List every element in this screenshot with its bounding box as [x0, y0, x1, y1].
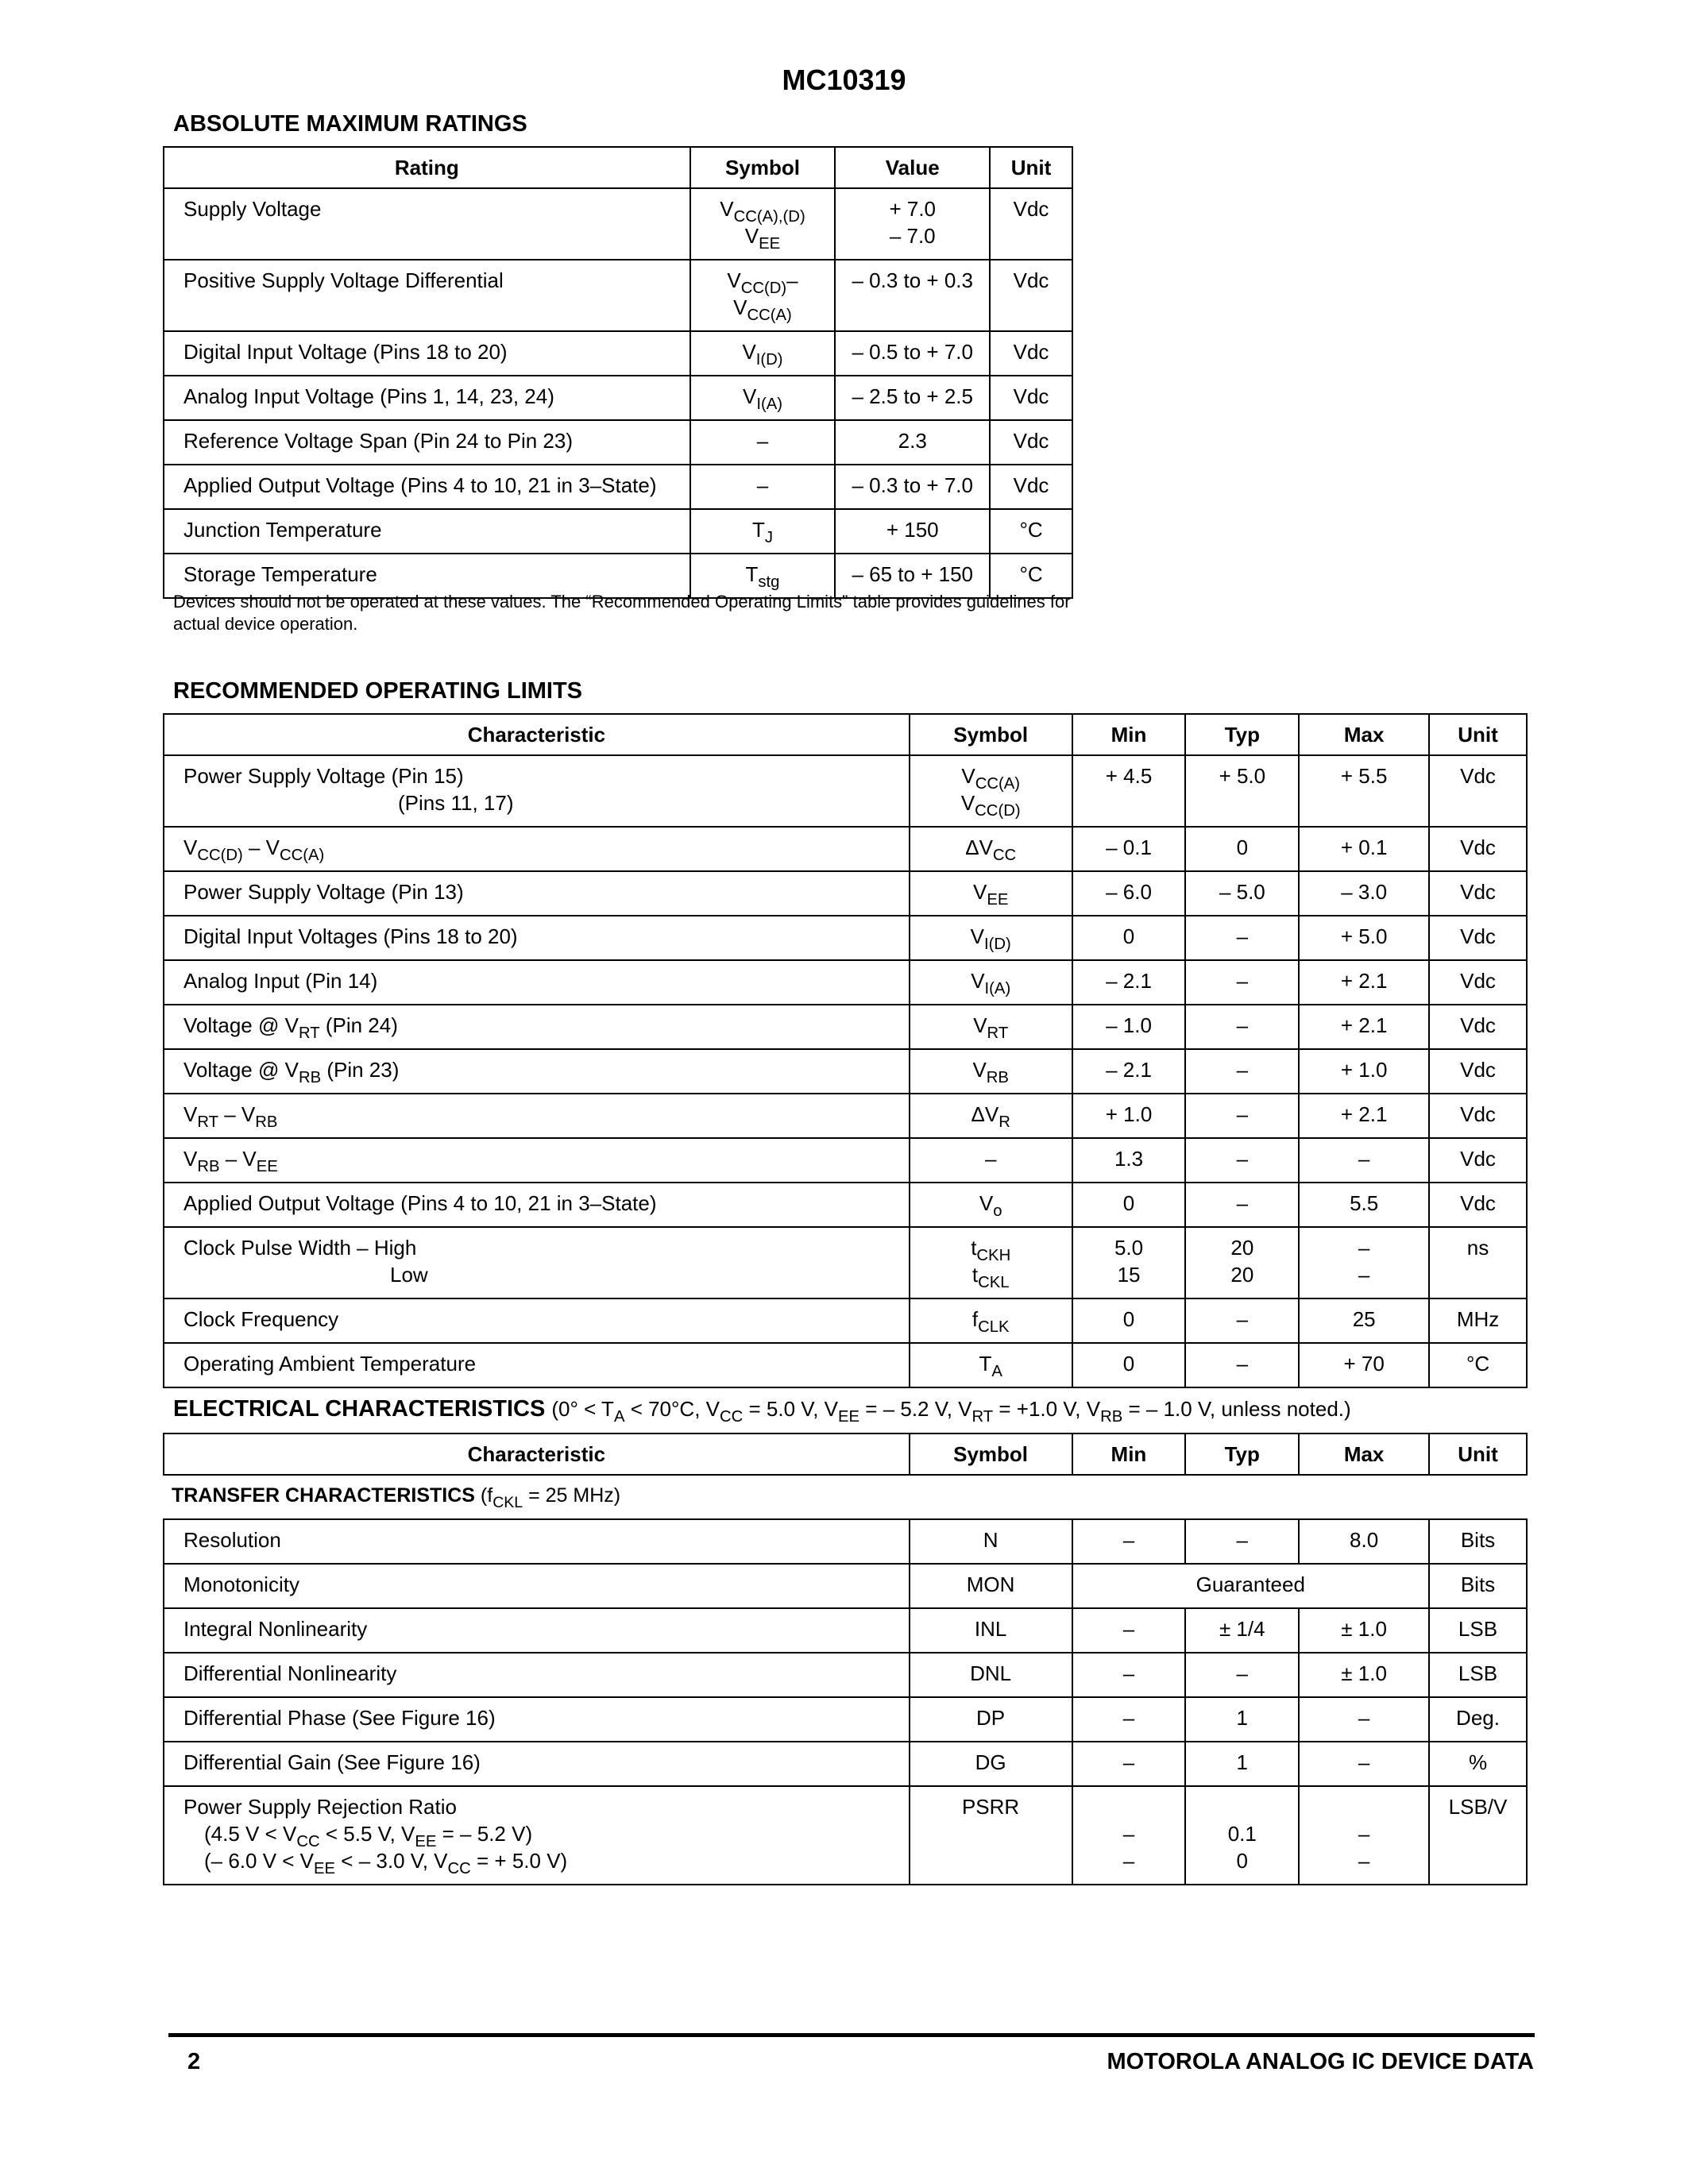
transfer-characteristics-subheader	[164, 1475, 1527, 1519]
unit-cell: Vdc	[990, 420, 1072, 465]
max-cell: + 5.5	[1299, 755, 1429, 827]
unit-cell: Vdc	[990, 376, 1072, 420]
symbol-cell: DP	[910, 1697, 1072, 1742]
max-cell: 5.5	[1299, 1183, 1429, 1227]
max-cell: + 2.1	[1299, 1005, 1429, 1049]
header-max: Max	[1299, 714, 1429, 755]
unit-cell: Vdc	[1429, 755, 1527, 827]
table-row	[164, 1227, 1527, 1298]
header-typ: Typ	[1185, 714, 1299, 755]
unit-cell: Vdc	[1429, 1138, 1527, 1183]
max-cell: ± 1.0	[1299, 1608, 1429, 1653]
table-row	[164, 1786, 1527, 1885]
char-line: Power Supply Rejection Ratio	[183, 1795, 457, 1819]
rol-table	[163, 713, 1528, 1388]
value-cell: – 0.3 to + 7.0	[835, 465, 990, 509]
symbol-cell: $\Delta V_{CC}$	[910, 827, 1072, 871]
min-cell: 1.3	[1072, 1138, 1186, 1183]
typ-cell: –	[1185, 1183, 1299, 1227]
min-cell: –	[1072, 1742, 1186, 1786]
amr-header-row	[164, 147, 1072, 188]
rating-cell: Junction Temperature	[164, 509, 690, 554]
symbol-cell: $V_{CC(A)}$ $V_{CC(D)}$	[910, 755, 1072, 827]
characteristic-cell: Integral Nonlinearity	[164, 1608, 910, 1653]
min-cell: – 1.0	[1072, 1005, 1186, 1049]
table-row	[164, 871, 1527, 916]
min-line: –	[1122, 1849, 1135, 1873]
max-cell	[1299, 1786, 1429, 1885]
characteristic-cell: Power Supply Voltage (Pin 13)	[164, 871, 910, 916]
min-line: 15	[1117, 1263, 1141, 1287]
symbol-cell: –	[910, 1138, 1072, 1183]
value-cell: – 65 to + 150	[835, 554, 990, 598]
symbol-cell: $V_{CC(D)}-$ $V_{CC(A)}$	[690, 260, 836, 331]
min-cell: 0	[1072, 1343, 1186, 1387]
unit-cell: Bits	[1429, 1519, 1527, 1564]
symbol-cell: N	[910, 1519, 1072, 1564]
unit-cell: °C	[1429, 1343, 1527, 1387]
symbol-cell: $t_{CKH}$ $t_{CKL}$	[910, 1227, 1072, 1298]
typ-cell: –	[1185, 1094, 1299, 1138]
characteristic-cell: Applied Output Voltage (Pins 4 to 10, 21 in 3–State)	[164, 1183, 910, 1227]
unit-cell: Vdc	[990, 188, 1072, 260]
typ-cell: 1	[1185, 1742, 1299, 1786]
symbol-cell: MON	[910, 1564, 1072, 1608]
header-unit: Unit	[1429, 1433, 1527, 1475]
symbol-cell: $V_{CC(A),(D)}$ $V_{EE}$	[690, 188, 836, 260]
unit-cell: LSB/V	[1429, 1786, 1527, 1885]
typ-cell: ± 1/4	[1185, 1608, 1299, 1653]
max-cell: 25	[1299, 1298, 1429, 1343]
typ-cell	[1185, 1786, 1299, 1885]
char-line: Power Supply Voltage (Pin 15)	[183, 764, 464, 788]
char-line: Clock Pulse Width – High	[183, 1236, 417, 1260]
header-unit: Unit	[1429, 714, 1527, 755]
typ-cell: –	[1185, 960, 1299, 1005]
rating-cell: Digital Input Voltage (Pins 18 to 20)	[164, 331, 690, 376]
typ-cell: –	[1185, 1653, 1299, 1697]
header-characteristic: Characteristic	[164, 1433, 910, 1475]
rol-section-title: RECOMMENDED OPERATING LIMITS	[173, 678, 583, 704]
table-row	[164, 420, 1072, 465]
page-number: 2	[187, 2049, 201, 2074]
symbol-cell: $V_{I(A)}$	[690, 376, 836, 420]
rating-cell: Storage Temperature	[164, 554, 690, 598]
amr-table	[163, 146, 1073, 599]
max-cell: –	[1299, 1697, 1429, 1742]
char-line: (– 6.0 $V < V_{EE}$ < – 3.0 V, $V_{CC}$ = + 5.0 V)	[204, 1849, 568, 1878]
characteristic-cell: Digital Input Voltages (Pins 18 to 20)	[164, 916, 910, 960]
characteristic-cell: $V_{RB} - V_{EE}$	[164, 1138, 910, 1183]
min-line: 5.0	[1114, 1236, 1144, 1260]
header-symbol: Symbol	[910, 714, 1072, 755]
header-min: Min	[1072, 1433, 1186, 1475]
symbol-cell: $V_{EE}$	[910, 871, 1072, 916]
ec-table	[163, 1433, 1528, 1885]
symbol-cell: $V_o$	[910, 1183, 1072, 1227]
unit-cell: MHz	[1429, 1298, 1527, 1343]
typ-cell: –	[1185, 1298, 1299, 1343]
table-row	[164, 827, 1527, 871]
min-cell: 0	[1072, 916, 1186, 960]
typ-cell: + 5.0	[1185, 755, 1299, 827]
typ-cell: –	[1185, 1005, 1299, 1049]
table-row	[164, 1519, 1527, 1564]
value-cell: – 2.5 to + 2.5	[835, 376, 990, 420]
header-min: Min	[1072, 714, 1186, 755]
table-row	[164, 1742, 1527, 1786]
unit-cell: %	[1429, 1742, 1527, 1786]
typ-line: 20	[1230, 1263, 1254, 1287]
table-row	[164, 1653, 1527, 1697]
symbol-cell: DNL	[910, 1653, 1072, 1697]
char-line: (4.5 $V < V_{CC} < 5.5$ V, $V_{EE}$ = – 5.2 V)	[204, 1822, 533, 1851]
table-row	[164, 1049, 1527, 1094]
characteristic-cell: Differential Gain (See Figure 16)	[164, 1742, 910, 1786]
symbol-cell: $V_{RT}$	[910, 1005, 1072, 1049]
table-row	[164, 331, 1072, 376]
typ-line: 20	[1230, 1236, 1254, 1260]
unit-cell: Deg.	[1429, 1697, 1527, 1742]
unit-cell: ns	[1429, 1227, 1527, 1298]
max-cell: –	[1299, 1742, 1429, 1786]
min-cell: – 2.1	[1072, 960, 1186, 1005]
rating-cell: Positive Supply Voltage Differential	[164, 260, 690, 331]
max-line: –	[1358, 1849, 1370, 1873]
max-cell: + 0.1	[1299, 827, 1429, 871]
value-cell: + 150	[835, 509, 990, 554]
min-cell: – 2.1	[1072, 1049, 1186, 1094]
unit-cell: °C	[990, 554, 1072, 598]
table-row	[164, 755, 1527, 827]
subheader-row	[164, 1475, 1527, 1519]
table-row	[164, 1094, 1527, 1138]
header-characteristic: Characteristic	[164, 714, 910, 755]
max-cell: + 5.0	[1299, 916, 1429, 960]
typ-cell: 0	[1185, 827, 1299, 871]
characteristic-cell	[164, 755, 910, 827]
guaranteed-cell: Guaranteed	[1072, 1564, 1430, 1608]
table-row	[164, 465, 1072, 509]
footer-divider	[168, 2033, 1535, 2037]
max-cell: + 2.1	[1299, 960, 1429, 1005]
symbol-cell: $V_{I(D)}$	[690, 331, 836, 376]
characteristic-cell: Monotonicity	[164, 1564, 910, 1608]
amr-section-title: ABSOLUTE MAXIMUM RATINGS	[173, 111, 527, 137]
symbol-cell: –	[690, 465, 836, 509]
typ-cell: –	[1185, 916, 1299, 960]
unit-cell: °C	[990, 509, 1072, 554]
symbol-cell: $f_{CLK}$	[910, 1298, 1072, 1343]
max-cell: – 3.0	[1299, 871, 1429, 916]
unit-cell: Vdc	[990, 331, 1072, 376]
symbol-cell: $\Delta V_R$	[910, 1094, 1072, 1138]
characteristic-cell	[164, 1786, 910, 1885]
characteristic-cell: $V_{CC(D)} - V_{CC(A)}$	[164, 827, 910, 871]
typ-cell: 1	[1185, 1697, 1299, 1742]
table-row	[164, 1343, 1527, 1387]
unit-cell: LSB	[1429, 1653, 1527, 1697]
min-cell: + 1.0	[1072, 1094, 1186, 1138]
typ-line: 0	[1236, 1849, 1248, 1873]
max-line: –	[1358, 1263, 1370, 1287]
min-cell: 0	[1072, 1183, 1186, 1227]
unit-cell: Vdc	[1429, 827, 1527, 871]
max-cell: –	[1299, 1138, 1429, 1183]
unit-cell: Vdc	[1429, 871, 1527, 916]
max-line: –	[1358, 1822, 1370, 1846]
table-row	[164, 916, 1527, 960]
table-row	[164, 1005, 1527, 1049]
min-cell: – 6.0	[1072, 871, 1186, 916]
header-typ: Typ	[1185, 1433, 1299, 1475]
char-line: Low	[390, 1263, 428, 1287]
header-symbol: Symbol	[910, 1433, 1072, 1475]
table-row	[164, 1298, 1527, 1343]
unit-cell: Vdc	[1429, 960, 1527, 1005]
rating-cell: Applied Output Voltage (Pins 4 to 10, 21 in 3–State)	[164, 465, 690, 509]
min-cell: 0	[1072, 1298, 1186, 1343]
characteristic-cell: Analog Input (Pin 14)	[164, 960, 910, 1005]
unit-cell: Vdc	[990, 465, 1072, 509]
symbol-cell: INL	[910, 1608, 1072, 1653]
value-cell: 2.3	[835, 420, 990, 465]
characteristic-cell: Differential Phase (See Figure 16)	[164, 1697, 910, 1742]
symbol-cell: PSRR	[910, 1786, 1072, 1885]
min-cell	[1072, 1786, 1186, 1885]
typ-cell: –	[1185, 1519, 1299, 1564]
symbol-cell: –	[690, 420, 836, 465]
table-row	[164, 376, 1072, 420]
max-cell: ± 1.0	[1299, 1653, 1429, 1697]
characteristic-cell: Resolution	[164, 1519, 910, 1564]
amr-footnote: Devices should not be operated at these values. The “Recommended Operating Limits” table provides guidelines for actual device operation.	[173, 592, 1071, 634]
min-cell: –	[1072, 1653, 1186, 1697]
min-cell: –	[1072, 1697, 1186, 1742]
char-line: (Pins 11, 17)	[398, 791, 514, 815]
table-row	[164, 188, 1072, 260]
unit-cell: Vdc	[1429, 1049, 1527, 1094]
characteristic-cell: Clock Frequency	[164, 1298, 910, 1343]
table-row	[164, 1564, 1527, 1608]
rating-cell: Supply Voltage	[164, 188, 690, 260]
symbol-cell: DG	[910, 1742, 1072, 1786]
footer-publisher: MOTOROLA ANALOG IC DEVICE DATA	[1107, 2049, 1534, 2074]
value-cell: – 0.3 to + 0.3	[835, 260, 990, 331]
table-row	[164, 509, 1072, 554]
min-cell: – 0.1	[1072, 827, 1186, 871]
min-cell: –	[1072, 1608, 1186, 1653]
table-row	[164, 1183, 1527, 1227]
subheader-condition: ($f_{CKL} = 25$ MHz)	[480, 1484, 621, 1511]
characteristic-cell: Differential Nonlinearity	[164, 1653, 910, 1697]
max-cell: + 2.1	[1299, 1094, 1429, 1138]
min-line: –	[1122, 1822, 1135, 1846]
typ-line: 0.1	[1227, 1822, 1257, 1846]
characteristic-cell: $V_{RT} - V_{RB}$	[164, 1094, 910, 1138]
unit-cell: Bits	[1429, 1564, 1527, 1608]
typ-cell: – 5.0	[1185, 871, 1299, 916]
amr-header-unit: Unit	[990, 147, 1072, 188]
symbol-cell: $V_{RB}$	[910, 1049, 1072, 1094]
unit-cell: LSB	[1429, 1608, 1527, 1653]
symbol-cell: $V_{I(A)}$	[910, 960, 1072, 1005]
page-title: MC10319	[782, 64, 906, 96]
max-line: –	[1358, 1236, 1370, 1260]
typ-cell: –	[1185, 1343, 1299, 1387]
unit-cell: Vdc	[1429, 1005, 1527, 1049]
ec-title-text: ELECTRICAL CHARACTERISTICS	[173, 1396, 546, 1422]
table-row	[164, 1608, 1527, 1653]
max-cell	[1299, 1227, 1429, 1298]
rating-cell: Reference Voltage Span (Pin 24 to Pin 23)	[164, 420, 690, 465]
amr-header-symbol: Symbol	[690, 147, 836, 188]
rating-cell: Analog Input Voltage (Pins 1, 14, 23, 24)	[164, 376, 690, 420]
characteristic-cell: Operating Ambient Temperature	[164, 1343, 910, 1387]
unit-cell: Vdc	[1429, 1183, 1527, 1227]
header-max: Max	[1299, 1433, 1429, 1475]
unit-cell: Vdc	[1429, 916, 1527, 960]
ec-section-title	[173, 1396, 1351, 1426]
value-cell: – 0.5 to + 7.0	[835, 331, 990, 376]
symbol-cell: $V_{I(D)}$	[910, 916, 1072, 960]
table-row	[164, 960, 1527, 1005]
table-row	[164, 260, 1072, 331]
typ-cell: –	[1185, 1138, 1299, 1183]
max-cell: + 70	[1299, 1343, 1429, 1387]
symbol-cell: $T_J$	[690, 509, 836, 554]
rol-header-row	[164, 714, 1527, 755]
min-cell	[1072, 1227, 1186, 1298]
max-cell: + 1.0	[1299, 1049, 1429, 1094]
min-cell: + 4.5	[1072, 755, 1186, 827]
subheader-text: TRANSFER CHARACTERISTICS	[172, 1484, 475, 1507]
characteristic-cell: Voltage @ $V_{RB}$ (Pin 23)	[164, 1049, 910, 1094]
value-line: + 7.0	[889, 197, 937, 221]
min-cell: –	[1072, 1519, 1186, 1564]
amr-header-rating: Rating	[164, 147, 690, 188]
max-cell: 8.0	[1299, 1519, 1429, 1564]
amr-header-value: Value	[835, 147, 990, 188]
characteristic-cell: Voltage @ $V_{RT}$ (Pin 24)	[164, 1005, 910, 1049]
ec-conditions: ($0^\circ < T_A < 70^\circ C$, $V_{CC} = 5.0$ V, $V_{EE}$ = – 5.2 V, $V_{RT} = +1.0$ V, $V_{RB}$ = – 1.0 V, unless noted.)	[551, 1397, 1351, 1426]
value-line: – 7.0	[889, 224, 936, 248]
unit-cell: Vdc	[990, 260, 1072, 331]
symbol-cell: $T_{stg}$	[690, 554, 836, 598]
unit-cell: Vdc	[1429, 1094, 1527, 1138]
characteristic-cell	[164, 1227, 910, 1298]
ec-header-row	[164, 1433, 1527, 1475]
value-cell	[835, 188, 990, 260]
typ-cell	[1185, 1227, 1299, 1298]
table-row	[164, 1697, 1527, 1742]
table-row	[164, 1138, 1527, 1183]
symbol-cell: $T_A$	[910, 1343, 1072, 1387]
typ-cell: –	[1185, 1049, 1299, 1094]
